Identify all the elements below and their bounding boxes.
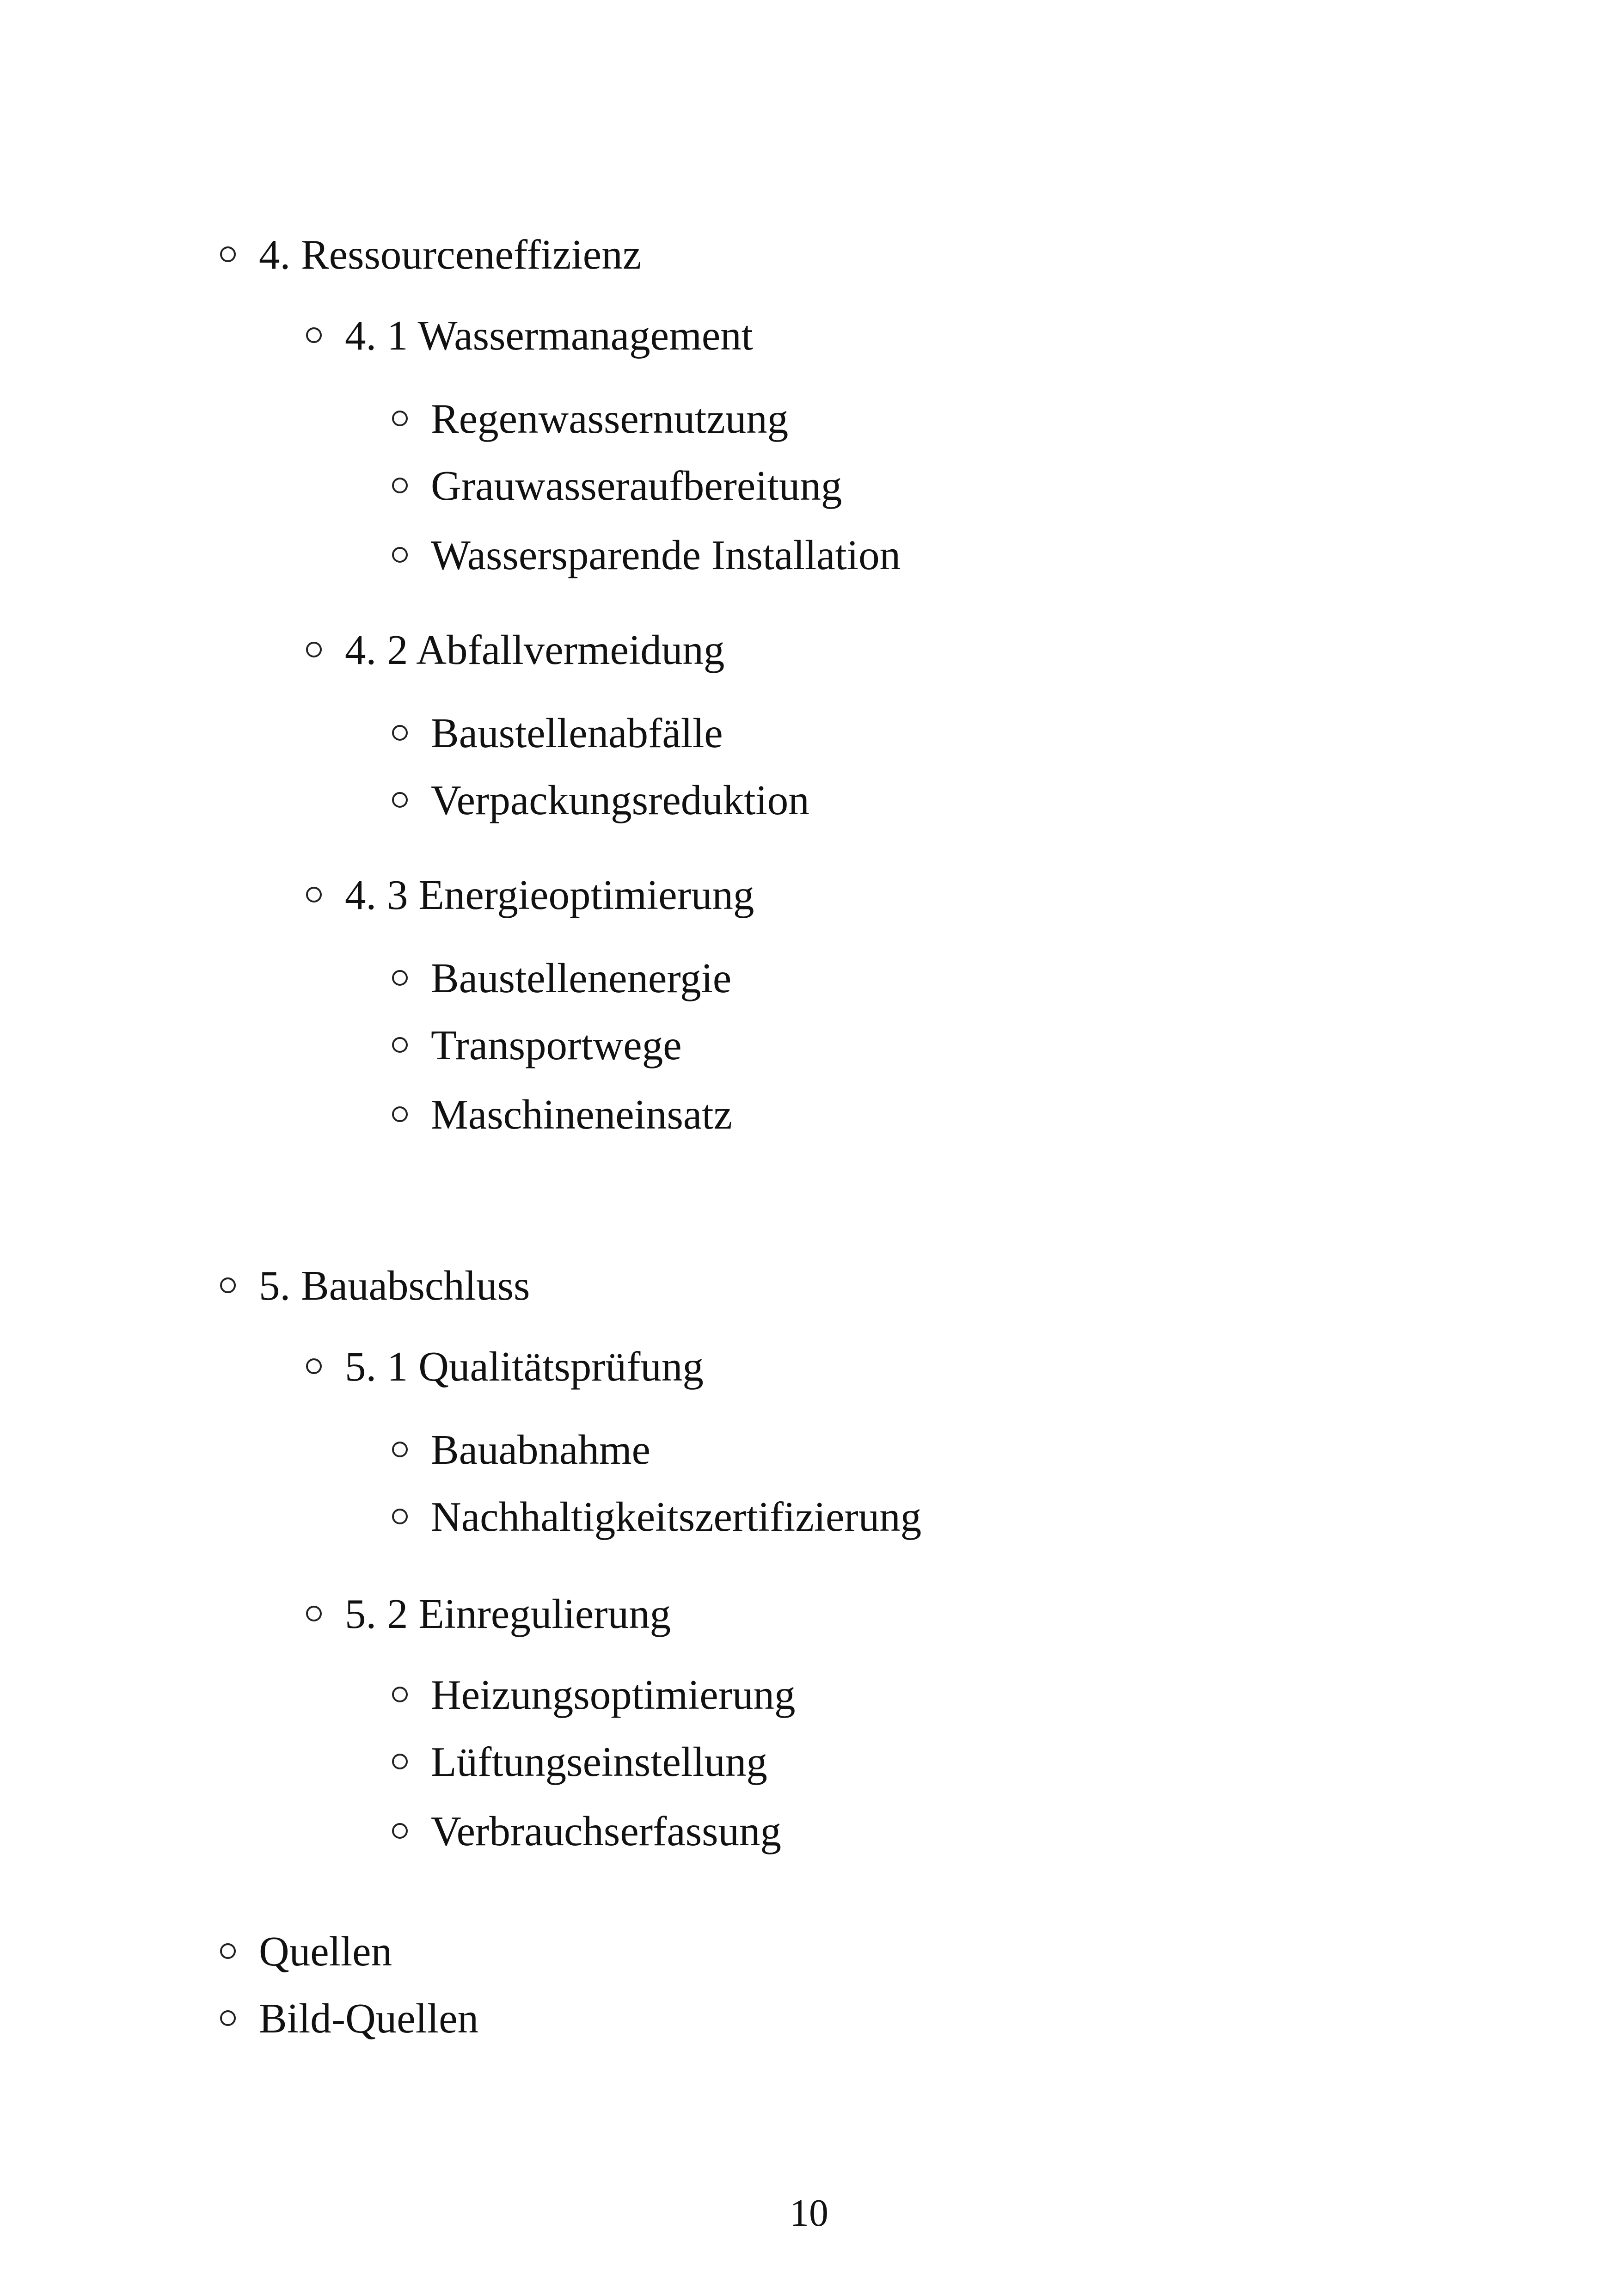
- hollow-circle-bullet-icon: [392, 1687, 408, 1702]
- toc-item-label: Bauabnahme: [431, 1426, 651, 1473]
- toc-item-nachhaltigkeitszertifizierung[interactable]: [392, 1491, 921, 1542]
- hollow-circle-bullet-icon: [392, 1754, 408, 1769]
- hollow-circle-bullet-icon: [306, 327, 322, 343]
- toc-item-transportwege[interactable]: [392, 1019, 682, 1070]
- toc-item-label: Nachhaltigkeitszertifizierung: [431, 1493, 922, 1540]
- toc-item-label: Verpackungsreduktion: [431, 776, 809, 823]
- toc-entry-label: 5. Bauabschluss: [259, 1262, 530, 1309]
- toc-item-bauabnahme[interactable]: [392, 1424, 650, 1475]
- hollow-circle-bullet-icon: [392, 792, 408, 808]
- toc-entry-label: 4. 2 Abfallvermeidung: [345, 626, 725, 673]
- toc-entry-section-5[interactable]: [220, 1260, 530, 1311]
- hollow-circle-bullet-icon: [392, 411, 408, 426]
- hollow-circle-bullet-icon: [392, 1823, 408, 1839]
- toc-entry-4-3[interactable]: [306, 869, 754, 920]
- hollow-circle-bullet-icon: [306, 1358, 322, 1374]
- hollow-circle-bullet-icon: [220, 1943, 236, 1959]
- hollow-circle-bullet-icon: [306, 1606, 322, 1621]
- toc-entry-label: Quellen: [259, 1928, 392, 1975]
- hollow-circle-bullet-icon: [306, 887, 322, 902]
- toc-entry-label: Bild-Quellen: [259, 1995, 479, 2042]
- toc-entry-5-1[interactable]: [306, 1341, 704, 1392]
- toc-item-label: Baustellenabfälle: [431, 709, 723, 756]
- toc-item-lueftungseinstellung[interactable]: [392, 1736, 767, 1787]
- toc-item-baustellenabfaelle[interactable]: [392, 707, 723, 758]
- hollow-circle-bullet-icon: [392, 547, 408, 563]
- toc-entry-label: 5. 1 Qualitätsprüfung: [345, 1343, 704, 1390]
- hollow-circle-bullet-icon: [392, 1106, 408, 1122]
- toc-item-grauwasseraufbereitung[interactable]: [392, 460, 842, 511]
- toc-item-verpackungsreduktion[interactable]: [392, 774, 809, 825]
- hollow-circle-bullet-icon: [306, 642, 322, 657]
- toc-item-label: Verbrauchserfassung: [431, 1807, 782, 1854]
- toc-entry-label: 5. 2 Einregulierung: [345, 1590, 671, 1637]
- toc-item-label: Wassersparende Installation: [431, 531, 901, 578]
- toc-item-baustellenenergie[interactable]: [392, 952, 731, 1003]
- toc-item-label: Baustellenenergie: [431, 954, 732, 1001]
- toc-item-label: Lüftungseinstellung: [431, 1738, 767, 1785]
- toc-item-heizungsoptimierung[interactable]: [392, 1669, 796, 1720]
- toc-item-label: Heizungsoptimierung: [431, 1671, 796, 1718]
- toc-item-maschineneinsatz[interactable]: [392, 1089, 732, 1140]
- hollow-circle-bullet-icon: [392, 1509, 408, 1524]
- toc-item-label: Transportwege: [431, 1021, 682, 1068]
- toc-item-wassersparende-installation[interactable]: [392, 529, 901, 580]
- toc-item-label: Regenwassernutzung: [431, 395, 789, 442]
- toc-entry-5-2[interactable]: [306, 1588, 671, 1639]
- toc-item-label: Maschineneinsatz: [431, 1091, 732, 1138]
- toc-entry-label: 4. Ressourceneffizienz: [259, 231, 642, 278]
- toc-entry-bild-quellen[interactable]: [220, 1993, 478, 2044]
- toc-entry-label: 4. 3 Energieoptimierung: [345, 871, 754, 918]
- toc-entry-4-2[interactable]: [306, 624, 724, 675]
- toc-item-regenwassernutzung[interactable]: [392, 393, 788, 444]
- toc-entry-label: 4. 1 Wassermanagement: [345, 312, 754, 359]
- toc-item-verbrauchserfassung[interactable]: [392, 1805, 781, 1856]
- hollow-circle-bullet-icon: [392, 478, 408, 493]
- toc-item-label: Grauwasseraufbereitung: [431, 462, 842, 509]
- hollow-circle-bullet-icon: [392, 725, 408, 741]
- toc-entry-section-4[interactable]: [220, 229, 641, 280]
- hollow-circle-bullet-icon: [220, 1277, 236, 1293]
- hollow-circle-bullet-icon: [220, 246, 236, 262]
- hollow-circle-bullet-icon: [392, 1442, 408, 1457]
- toc-entry-4-1[interactable]: [306, 310, 753, 361]
- hollow-circle-bullet-icon: [392, 970, 408, 986]
- hollow-circle-bullet-icon: [392, 1037, 408, 1053]
- hollow-circle-bullet-icon: [220, 2010, 236, 2026]
- toc-entry-quellen[interactable]: [220, 1926, 392, 1977]
- page-number: 10: [790, 2192, 828, 2235]
